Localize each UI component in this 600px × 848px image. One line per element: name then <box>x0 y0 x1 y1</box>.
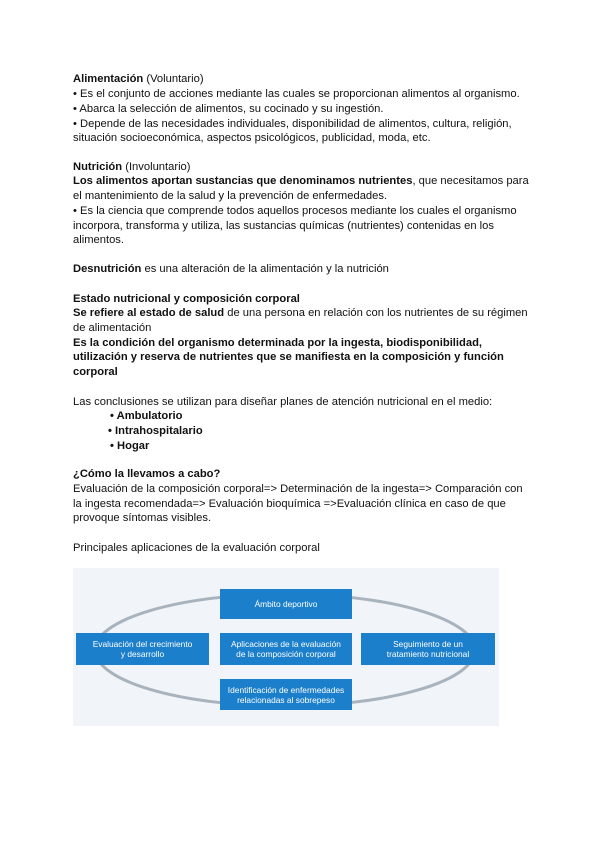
box-evaluacion-crecimiento <box>76 633 209 665</box>
nutricion-qualifier: (Involuntario) <box>122 161 191 173</box>
alimentacion-heading <box>73 72 204 87</box>
estado-bold-line-1: Es la condición del organismo determinada por la ingesta, biodisponibilidad, <box>73 337 483 349</box>
estado-line-1-bold: Se refiere al estado de salud <box>73 307 225 319</box>
box-seguimiento-tratamiento-label <box>387 639 469 659</box>
box-bottom-line-1: Identificación de enfermedades <box>227 684 345 695</box>
box-ambito-deportivo-label: Ámbito deportivo <box>254 599 318 609</box>
desnutricion-title: Desnutrición <box>73 263 142 275</box>
estado-line-1 <box>73 306 528 321</box>
aplicaciones-diagram <box>73 568 499 726</box>
alimentacion-bullet-3: • Depende de las necesidades individuales, disponibilidad de alimentos, cultura, religión, <box>73 118 512 130</box>
box-right-line-1: Seguimiento de un <box>393 639 463 649</box>
desnutricion-line <box>73 262 389 277</box>
nutricion-line-1 <box>73 174 529 189</box>
conclusiones-text: Las conclusiones se utilizan para diseñar planes de atención nutricional en el medio: <box>73 396 493 408</box>
estado-line-2: de alimentación <box>73 322 152 334</box>
box-identificacion-enfermedades <box>220 679 352 710</box>
list-item-hogar: • Hogar <box>110 440 150 452</box>
box-aplicaciones-evaluacion <box>220 633 352 665</box>
box-aplicaciones-evaluacion-label <box>231 639 341 659</box>
box-bottom-line-2: relacionadas al sobrepeso <box>237 694 335 705</box>
list-item-ambulatorio: • Ambulatorio <box>110 410 183 422</box>
estado-bold-line-2: utilización y reserva de nutrientes que se manifiesta en la composición y función <box>73 351 504 363</box>
aplicaciones-title: Principales aplicaciones de la evaluación corporal <box>73 542 320 554</box>
nutricion-line-3: • Es la ciencia que comprende todos aquellos procesos mediante los cuales el organismo <box>73 205 517 217</box>
estado-line-1-rest: de una persona en relación con los nutrientes de su régimen <box>224 307 528 319</box>
box-center-line-1: Aplicaciones de la evaluación <box>231 639 341 649</box>
nutricion-line-1-rest: , que necesitamos para <box>412 175 529 187</box>
box-ambito-deportivo <box>220 589 352 619</box>
box-left-line-2: y desarrollo <box>120 649 165 659</box>
alimentacion-qualifier: (Voluntario) <box>143 73 204 85</box>
nutricion-heading <box>73 160 191 175</box>
estado-bold-line-3: corporal <box>73 366 118 378</box>
alimentacion-bullet-2: • Abarca la selección de alimentos, su cocinado y su ingestión. <box>73 103 384 115</box>
box-seguimiento-tratamiento <box>361 633 495 665</box>
box-center-line-2: de la composición corporal <box>236 649 336 659</box>
como-title: ¿Cómo la llevamos a cabo? <box>73 468 221 480</box>
nutricion-title: Nutrición <box>73 161 123 173</box>
box-identificacion-enfermedades-label <box>228 685 344 705</box>
como-line-1: Evaluación de la composición corporal=> Determinación de la ingesta=> Comparación con <box>73 483 523 495</box>
alimentacion-title: Alimentación <box>73 73 144 85</box>
nutricion-line-1-bold: Los alimentos aportan sustancias que denominamos nutrientes <box>73 175 413 187</box>
alimentacion-bullet-1: • Es el conjunto de acciones mediante las cuales se proporcionan alimentos al organismo. <box>73 88 520 100</box>
estado-title: Estado nutricional y composición corporal <box>73 293 300 305</box>
nutricion-line-5: alimentos. <box>73 234 124 246</box>
list-item-intrahospitalario: • Intrahospitalario <box>108 425 203 437</box>
box-right-line-2: tratamiento nutricional <box>386 649 470 659</box>
como-line-3: provoque síntomas visibles. <box>73 512 212 524</box>
box-evaluacion-crecimiento-label <box>93 639 193 659</box>
box-left-line-1: Evaluación del crecimiento <box>92 639 193 649</box>
como-line-2: la ingesta recomendada=> Evaluación bioquímica =>Evaluación clínica en caso de que <box>73 498 506 510</box>
desnutricion-text: es una alteración de la alimentación y la nutrición <box>141 263 389 275</box>
nutricion-line-2: el mantenimiento de la salud y la prevención de enfermedades. <box>73 190 388 202</box>
alimentacion-bullet-3-cont: situación socioeconómica, aspectos psicológicos, publicidad, moda, etc. <box>73 132 431 144</box>
nutricion-line-4: incorpora, transforma y utiliza, las sustancias químicas (nutrientes) contenidas en los <box>73 220 494 232</box>
